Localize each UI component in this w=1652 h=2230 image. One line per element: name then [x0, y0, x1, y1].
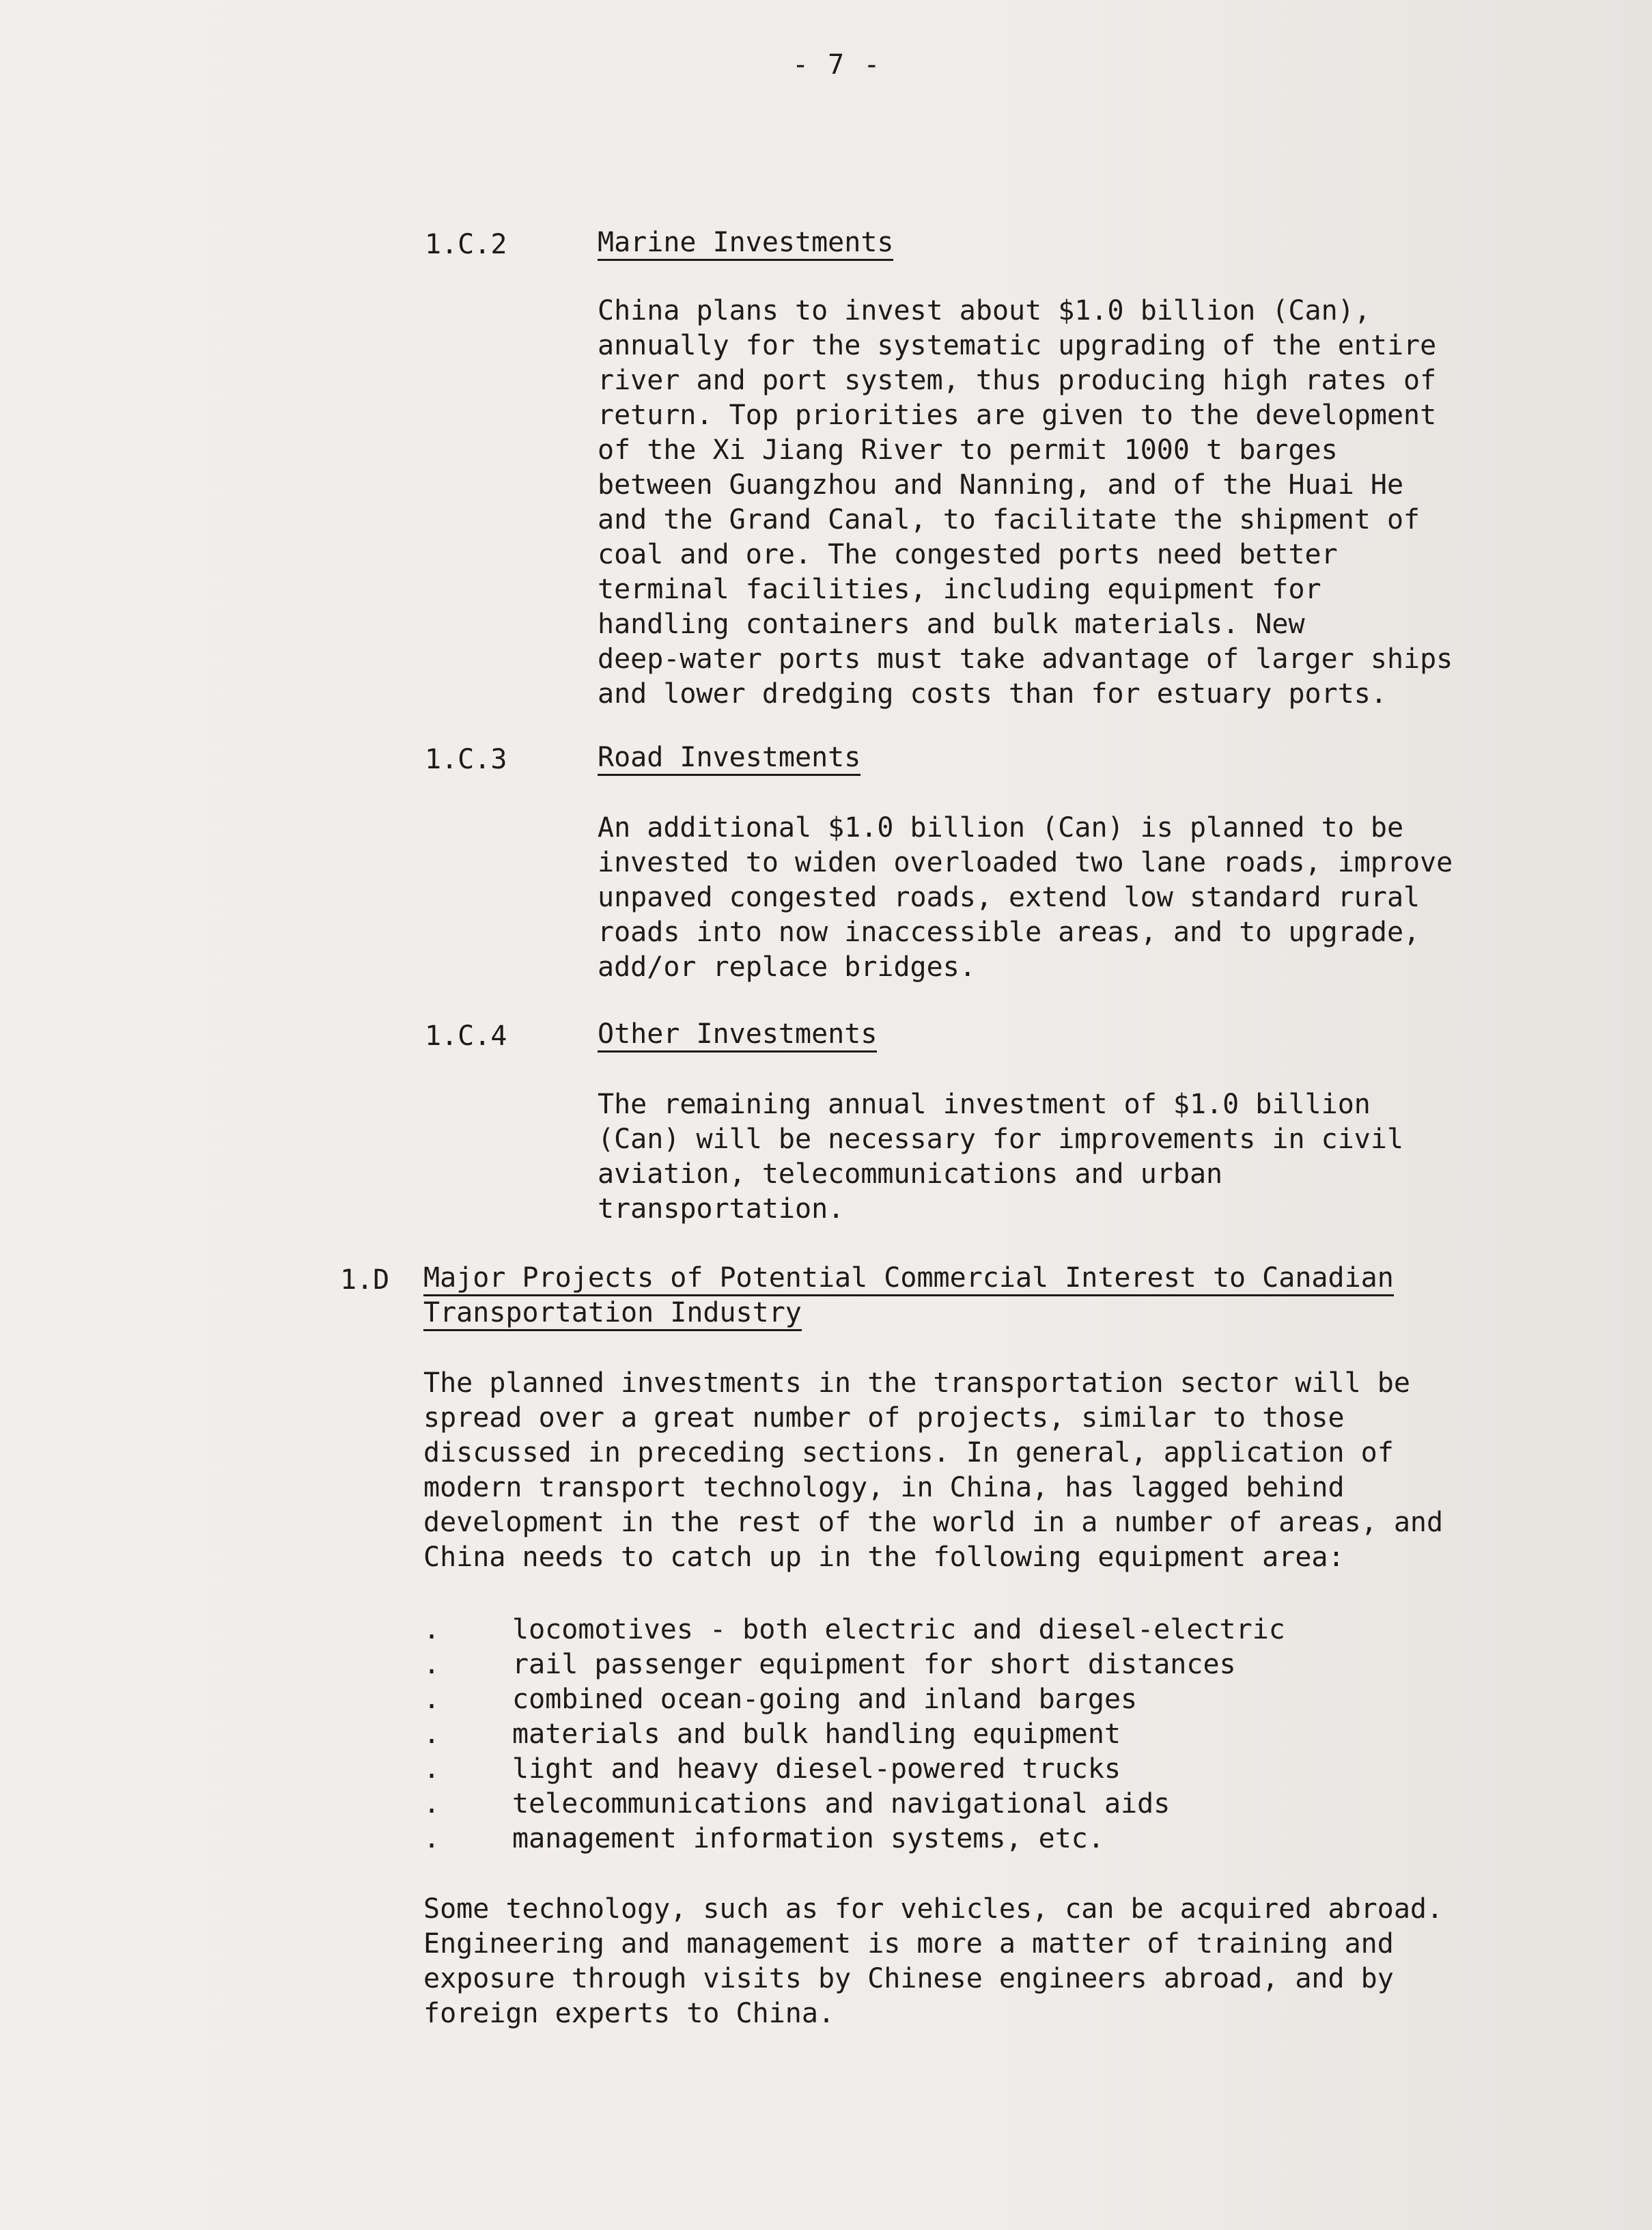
section-number: 1.C.3 — [425, 744, 507, 775]
paragraph-line: development in the rest of the world in a number of areas, and — [423, 1507, 1444, 1538]
paragraph-line: add/or replace bridges. — [598, 951, 976, 983]
paragraph-line: China plans to invest about $1.0 billion (Can), — [598, 295, 1371, 326]
bullet-text: locomotives - both electric and diesel-electric — [512, 1614, 1285, 1645]
section-heading: Major Projects of Potential Commercial Interest to Canadian — [423, 1263, 1394, 1296]
section-number: 1.C.2 — [425, 229, 507, 260]
paragraph-line: terminal facilities, including equipment for — [598, 574, 1321, 605]
paragraph-line: river and port system, thus producing high rates of — [598, 365, 1437, 396]
paragraph-line: An additional $1.0 billion (Can) is planned to be — [598, 812, 1404, 844]
section-heading: Marine Investments — [598, 227, 893, 261]
paragraph-line: deep-water ports must take advantage of larger ships — [598, 643, 1453, 675]
bullet-text: materials and bulk handling equipment — [512, 1718, 1121, 1750]
bullet-text: telecommunications and navigational aids — [512, 1788, 1171, 1820]
paragraph-line: foreign experts to China. — [423, 1998, 835, 2029]
paragraph-line: Some technology, such as for vehicles, can be acquired abroad. — [423, 1893, 1444, 1925]
bullet-text: combined ocean-going and inland barges — [512, 1684, 1138, 1715]
section-heading: Transportation Industry — [423, 1298, 802, 1331]
bullet-marker: . — [423, 1684, 440, 1715]
bullet-marker: . — [423, 1718, 440, 1750]
paragraph-line: and lower dredging costs than for estuary ports. — [598, 678, 1387, 710]
paragraph-line: The remaining annual investment of $1.0 billion — [598, 1089, 1371, 1120]
paragraph-line: return. Top priorities are given to the development — [598, 400, 1437, 431]
section-number: 1.C.4 — [425, 1020, 507, 1052]
section-paragraph — [598, 1087, 1403, 1227]
section-paragraph — [423, 1366, 1443, 1575]
paragraph-line: between Guangzhou and Nanning, and of the Huai He — [598, 469, 1404, 501]
bullet-marker: . — [423, 1649, 440, 1680]
bullet-marker: . — [423, 1823, 440, 1854]
bullet-text: rail passenger equipment for short distances — [512, 1649, 1236, 1680]
bullet-text: light and heavy diesel-powered trucks — [512, 1753, 1121, 1785]
paragraph-line: (Can) will be necessary for improvements in civil — [598, 1124, 1404, 1155]
section-number: 1.D — [340, 1264, 390, 1296]
paragraph-line: aviation, telecommunications and urban — [598, 1158, 1223, 1190]
paragraph-line: invested to widen overloaded two lane roads, improve — [598, 847, 1453, 878]
bullet-marker: . — [423, 1788, 440, 1820]
closing-paragraph — [423, 1892, 1443, 2031]
section-paragraph — [598, 294, 1453, 712]
bullet-text: management information systems, etc. — [512, 1823, 1104, 1854]
section-heading: Other Investments — [598, 1019, 877, 1053]
paragraph-line: The planned investments in the transportation sector will be — [423, 1367, 1410, 1399]
paragraph-line: roads into now inaccessible areas, and to upgrade, — [598, 917, 1420, 948]
paragraph-line: and the Grand Canal, to facilitate the shipment of — [598, 504, 1420, 535]
paragraph-line: Engineering and management is more a matter of training and — [423, 1928, 1394, 1960]
paragraph-line: unpaved congested roads, extend low standard rural — [598, 882, 1420, 913]
page-number: - 7 - — [792, 49, 882, 81]
paragraph-line: coal and ore. The congested ports need better — [598, 539, 1338, 570]
paragraph-line: China needs to catch up in the following equipment area: — [423, 1542, 1345, 1573]
section-heading: Road Investments — [598, 742, 860, 776]
bullet-marker: . — [423, 1753, 440, 1785]
bullet-marker: . — [423, 1614, 440, 1645]
paragraph-line: discussed in preceding sections. In general, application of — [423, 1437, 1394, 1468]
paragraph-line: annually for the systematic upgrading of the entire — [598, 330, 1437, 361]
paragraph-line: handling containers and bulk materials. New — [598, 609, 1305, 640]
paragraph-line: modern transport technology, in China, has lagged behind — [423, 1472, 1345, 1503]
paragraph-line: exposure through visits by Chinese engineers abroad, and by — [423, 1963, 1394, 1994]
paragraph-line: transportation. — [598, 1193, 845, 1225]
section-paragraph — [598, 811, 1453, 985]
paragraph-line: of the Xi Jiang River to permit 1000 t barges — [598, 434, 1338, 466]
paragraph-line: spread over a great number of projects, similar to those — [423, 1402, 1345, 1434]
